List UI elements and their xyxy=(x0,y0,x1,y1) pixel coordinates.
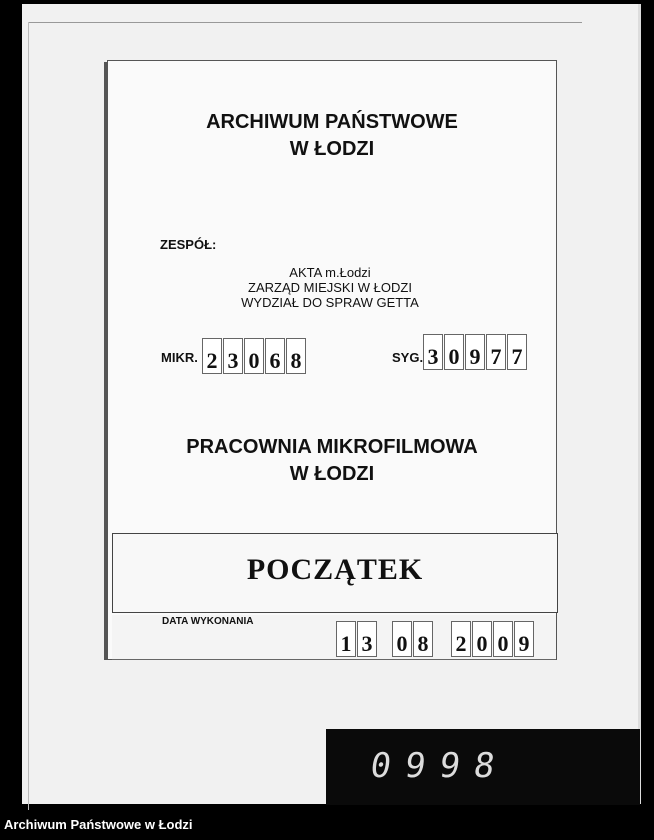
syg-digit: 3 xyxy=(423,334,443,370)
syg-digit: 0 xyxy=(444,334,464,370)
date-digit: 8 xyxy=(413,621,433,657)
date-label: DATA WYKONANIA xyxy=(162,616,254,627)
lab-title-line-2: W ŁODZI xyxy=(289,463,375,485)
frame-edge-top xyxy=(28,22,582,23)
archive-title-line-2: W ŁODZI xyxy=(289,138,375,160)
date-digit: 0 xyxy=(493,621,513,657)
fonds-line-2: ZARZĄD MIEJSKI W ŁODZI xyxy=(248,280,412,295)
date-year xyxy=(451,621,535,657)
date-digit: 2 xyxy=(451,621,471,657)
syg-digit: 7 xyxy=(486,334,506,370)
syg-label: SYG. xyxy=(392,350,424,365)
mikr-number xyxy=(202,338,307,374)
start-banner-text: POCZĄTEK xyxy=(246,553,424,586)
syg-digit: 7 xyxy=(507,334,527,370)
date-digit: 0 xyxy=(392,621,412,657)
archive-title-line-1: ARCHIWUM PAŃSTWOWE xyxy=(206,111,458,133)
fonds-line-3: WYDZIAŁ DO SPRAW GETTA xyxy=(241,295,419,310)
fonds-description xyxy=(200,265,460,310)
mikr-digit: 6 xyxy=(265,338,285,374)
zespol-label: ZESPÓŁ: xyxy=(160,237,217,252)
mikr-digit: 0 xyxy=(244,338,264,374)
footer-caption: Archiwum Państwowe w Łodzi xyxy=(0,810,654,840)
mikr-digit: 3 xyxy=(223,338,243,374)
date-digit: 3 xyxy=(357,621,377,657)
lab-title-line-1: PRACOWNIA MIKROFILMOWA xyxy=(186,436,478,458)
frame-edge-left xyxy=(28,22,29,820)
date-day xyxy=(336,621,378,657)
archive-title xyxy=(107,109,557,163)
syg-digit: 9 xyxy=(465,334,485,370)
syg-number xyxy=(423,334,528,370)
lab-title xyxy=(107,434,557,488)
mikr-digit: 8 xyxy=(286,338,306,374)
date-digit: 9 xyxy=(514,621,534,657)
fonds-line-1: AKTA m.Łodzi xyxy=(289,265,371,280)
date-digit: 0 xyxy=(472,621,492,657)
frame-counter: 0998 xyxy=(367,746,512,786)
date-month xyxy=(392,621,434,657)
date-digit: 1 xyxy=(336,621,356,657)
mikr-digit: 2 xyxy=(202,338,222,374)
mikr-label: MIKR. xyxy=(161,350,198,365)
